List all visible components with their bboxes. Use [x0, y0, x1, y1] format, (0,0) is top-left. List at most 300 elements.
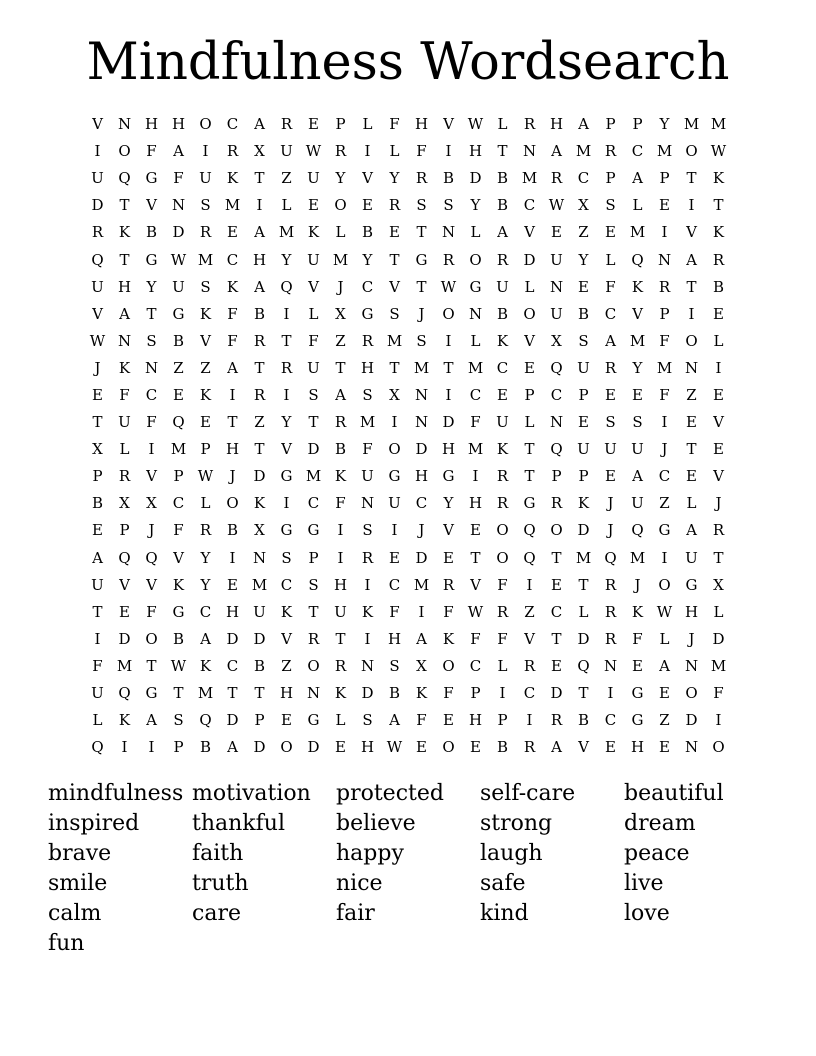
grid-row [84, 301, 732, 328]
grid-letter: Q [118, 169, 131, 188]
grid-letter: A [146, 711, 157, 730]
grid-letter: M [413, 358, 430, 377]
grid-letter: D [226, 711, 239, 730]
grid-letter: P [173, 738, 184, 757]
grid-letter: T [713, 548, 724, 567]
grid-letter: A [578, 115, 589, 134]
grid-letter: P [605, 169, 616, 188]
grid-letter: N [117, 331, 132, 350]
grid-letter: V [578, 738, 589, 757]
grid-letter: K [226, 169, 239, 188]
grid-letter: I [391, 521, 398, 540]
grid-letter: R [523, 656, 536, 675]
grid-letter: O [307, 656, 320, 675]
letter-grid [84, 111, 732, 761]
grid-letter: L [524, 413, 535, 432]
grid-letter: H [279, 684, 294, 703]
grid-letter: M [710, 656, 727, 675]
word-list-item: fair [336, 901, 375, 926]
grid-letter: X [416, 656, 427, 675]
grid-letter: S [362, 711, 373, 730]
grid-letter: A [686, 521, 697, 540]
grid-letter: L [335, 223, 346, 242]
grid-letter: X [335, 304, 346, 323]
grid-letter: R [523, 115, 536, 134]
grid-letter: Y [281, 413, 292, 432]
grid-letter: W [710, 142, 727, 161]
grid-letter: P [578, 385, 589, 404]
grid-letter: X [254, 142, 265, 161]
grid-letter: F [335, 494, 346, 513]
grid-letter: U [307, 358, 320, 377]
grid-letter: R [280, 115, 293, 134]
grid-letter: T [470, 548, 481, 567]
grid-letter: R [604, 602, 617, 621]
grid-letter: M [386, 331, 403, 350]
grid-letter: S [200, 196, 211, 215]
grid-letter: L [713, 331, 724, 350]
grid-letter: T [713, 196, 724, 215]
grid-letter: V [200, 331, 211, 350]
grid-letter: C [199, 602, 212, 621]
grid-letter: A [389, 711, 400, 730]
grid-letter: G [307, 521, 320, 540]
grid-letter: F [470, 629, 481, 648]
grid-letter: I [526, 575, 533, 594]
grid-letter: M [332, 250, 349, 269]
grid-letter: V [173, 548, 184, 567]
grid-letter: F [119, 385, 130, 404]
grid-letter: F [659, 331, 670, 350]
grid-letter: B [388, 684, 401, 703]
grid-letter: I [121, 738, 128, 757]
grid-letter: T [551, 629, 562, 648]
grid-letter: Q [199, 711, 212, 730]
grid-letter: I [688, 304, 695, 323]
grid-letter: P [335, 115, 346, 134]
grid-letter: U [550, 304, 563, 323]
grid-letter: M [656, 358, 673, 377]
grid-letter: M [467, 358, 484, 377]
grid-letter: I [445, 331, 452, 350]
grid-letter: N [144, 358, 159, 377]
grid-letter: I [202, 142, 209, 161]
grid-letter: C [172, 494, 185, 513]
grid-letter: Y [578, 250, 589, 269]
grid-letter: T [308, 413, 319, 432]
grid-letter: V [686, 223, 697, 242]
grid-letter: M [629, 223, 646, 242]
grid-letter: F [713, 684, 724, 703]
grid-letter: K [712, 223, 725, 242]
grid-row [84, 436, 732, 463]
grid-letter: I [445, 385, 452, 404]
grid-letter: A [254, 115, 265, 134]
grid-letter: T [443, 358, 454, 377]
grid-letter: P [308, 548, 319, 567]
grid-letter: T [578, 575, 589, 594]
word-list-item: truth [192, 871, 249, 896]
word-list-item: dream [624, 811, 696, 836]
grid-letter: F [362, 440, 373, 459]
grid-letter: B [91, 494, 104, 513]
grid-letter: O [523, 304, 536, 323]
grid-letter: L [389, 142, 400, 161]
grid-letter: D [361, 684, 374, 703]
grid-letter: R [307, 629, 320, 648]
grid-letter: L [362, 115, 373, 134]
grid-letter: H [468, 142, 483, 161]
grid-letter: K [199, 304, 212, 323]
grid-letter: V [713, 467, 724, 486]
grid-letter: V [470, 575, 481, 594]
grid-letter: W [170, 656, 187, 675]
grid-letter: E [443, 711, 454, 730]
grid-letter: I [472, 467, 479, 486]
word-list-item: strong [480, 811, 553, 836]
grid-letter: P [200, 440, 211, 459]
grid-letter: W [197, 467, 214, 486]
grid-letter: A [335, 385, 346, 404]
grid-letter: M [521, 169, 538, 188]
grid-row [84, 192, 732, 219]
page-title: Mindfulness Wordsearch [86, 33, 730, 92]
grid-letter: Q [604, 548, 617, 567]
grid-letter: E [362, 196, 373, 215]
grid-letter: O [685, 684, 698, 703]
grid-letter: Y [389, 169, 400, 188]
grid-letter: A [227, 738, 238, 757]
grid-letter: A [551, 142, 562, 161]
grid-letter: C [577, 169, 590, 188]
grid-letter: V [713, 413, 724, 432]
grid-letter: Y [470, 196, 481, 215]
grid-letter: B [226, 521, 239, 540]
grid-letter: J [229, 467, 236, 486]
grid-letter: P [659, 169, 670, 188]
grid-letter: T [92, 413, 103, 432]
grid-row [84, 355, 732, 382]
grid-letter: R [334, 656, 347, 675]
grid-letter: O [658, 575, 671, 594]
grid-letter: N [252, 548, 267, 567]
grid-letter: U [118, 413, 131, 432]
grid-letter: V [362, 169, 373, 188]
grid-letter: K [496, 331, 509, 350]
grid-letter: B [145, 223, 158, 242]
grid-letter: L [92, 711, 103, 730]
grid-letter: P [173, 467, 184, 486]
grid-letter: N [603, 656, 618, 675]
grid-letter: T [254, 169, 265, 188]
grid-letter: T [254, 684, 265, 703]
word-list-item: love [624, 901, 670, 926]
grid-letter: C [226, 656, 239, 675]
grid-letter: X [713, 575, 724, 594]
grid-letter: O [712, 738, 725, 757]
grid-letter: C [226, 115, 239, 134]
grid-letter: E [605, 738, 616, 757]
grid-letter: T [389, 250, 400, 269]
grid-letter: R [523, 738, 536, 757]
grid-letter: E [200, 413, 211, 432]
word-list-item: faith [192, 841, 244, 866]
grid-letter: N [684, 738, 699, 757]
grid-letter: Q [118, 548, 131, 567]
grid-row [84, 545, 732, 572]
grid-letter: R [334, 413, 347, 432]
grid-letter: S [308, 575, 319, 594]
grid-letter: F [92, 656, 103, 675]
grid-letter: U [496, 413, 509, 432]
grid-letter: F [443, 602, 454, 621]
grid-letter: Z [659, 494, 670, 513]
grid-letter: E [470, 738, 481, 757]
grid-letter: A [497, 223, 508, 242]
grid-letter: V [443, 115, 454, 134]
grid-letter: L [578, 602, 589, 621]
grid-row [84, 653, 732, 680]
grid-letter: T [335, 358, 346, 377]
grid-letter: T [146, 304, 157, 323]
grid-letter: N [684, 656, 699, 675]
grid-letter: B [199, 738, 212, 757]
grid-letter: C [145, 385, 158, 404]
grid-letter: K [442, 629, 455, 648]
grid-letter: D [415, 440, 428, 459]
grid-letter: W [170, 250, 187, 269]
grid-letter: R [550, 494, 563, 513]
grid-letter: D [307, 440, 320, 459]
grid-letter: R [361, 331, 374, 350]
grid-letter: X [254, 521, 265, 540]
grid-letter: G [280, 467, 293, 486]
grid-letter: A [173, 142, 184, 161]
grid-letter: R [658, 277, 671, 296]
grid-letter: V [308, 277, 319, 296]
grid-letter: G [631, 711, 644, 730]
grid-letter: M [629, 548, 646, 567]
grid-letter: G [172, 304, 185, 323]
word-list-item: safe [480, 871, 526, 896]
word-list-item: protected [336, 781, 444, 806]
grid-letter: J [688, 629, 695, 648]
grid-letter: W [467, 115, 484, 134]
word-list-item: brave [48, 841, 112, 866]
grid-letter: V [443, 521, 454, 540]
grid-letter: R [604, 575, 617, 594]
grid-letter: C [523, 684, 536, 703]
grid-letter: A [119, 304, 130, 323]
word-list-item: self-care [480, 781, 576, 806]
grid-letter: H [468, 711, 483, 730]
grid-letter: O [685, 142, 698, 161]
grid-letter: U [631, 440, 644, 459]
grid-letter: M [116, 656, 133, 675]
grid-letter: R [550, 169, 563, 188]
grid-letter: N [684, 358, 699, 377]
word-list-item: peace [624, 841, 690, 866]
grid-letter: M [683, 115, 700, 134]
grid-letter: S [605, 196, 616, 215]
grid-letter: X [389, 385, 400, 404]
grid-letter: U [550, 250, 563, 269]
grid-letter: V [146, 196, 157, 215]
grid-letter: M [170, 440, 187, 459]
grid-letter: F [605, 277, 616, 296]
grid-row [84, 680, 732, 707]
grid-letter: J [94, 358, 101, 377]
grid-letter: I [391, 413, 398, 432]
grid-letter: U [685, 548, 698, 567]
grid-letter: V [524, 629, 535, 648]
grid-letter: C [658, 467, 671, 486]
grid-letter: A [92, 548, 103, 567]
grid-letter: S [362, 385, 373, 404]
grid-letter: S [416, 331, 427, 350]
grid-letter: B [496, 169, 509, 188]
grid-letter: I [418, 602, 425, 621]
grid-letter: E [173, 385, 184, 404]
grid-letter: R [199, 223, 212, 242]
grid-letter: C [469, 385, 482, 404]
grid-letter: D [253, 629, 266, 648]
grid-letter: H [171, 115, 186, 134]
grid-letter: D [442, 413, 455, 432]
grid-letter: G [442, 467, 455, 486]
grid-letter: D [253, 738, 266, 757]
grid-letter: E [227, 575, 238, 594]
grid-letter: A [254, 223, 265, 242]
grid-letter: V [632, 304, 643, 323]
grid-row [84, 599, 732, 626]
grid-letter: H [414, 467, 429, 486]
grid-letter: N [441, 223, 456, 242]
grid-letter: K [199, 385, 212, 404]
grid-letter: U [361, 467, 374, 486]
grid-letter: R [604, 358, 617, 377]
grid-letter: F [443, 684, 454, 703]
grid-letter: E [713, 440, 724, 459]
grid-letter: N [360, 656, 375, 675]
grid-letter: Q [577, 656, 590, 675]
grid-letter: D [307, 738, 320, 757]
grid-letter: U [307, 169, 320, 188]
grid-letter: Q [631, 521, 644, 540]
grid-letter: W [89, 331, 106, 350]
grid-letter: E [713, 385, 724, 404]
grid-letter: E [92, 521, 103, 540]
grid-letter: D [172, 223, 185, 242]
word-list-item: mindfulness [48, 781, 184, 806]
grid-letter: D [712, 629, 725, 648]
grid-letter: X [146, 494, 157, 513]
grid-letter: N [657, 250, 672, 269]
grid-letter: D [226, 629, 239, 648]
grid-letter: R [496, 250, 509, 269]
grid-letter: J [337, 277, 344, 296]
grid-letter: E [659, 196, 670, 215]
word-list-item: inspired [48, 811, 140, 836]
grid-letter: O [442, 738, 455, 757]
grid-letter: E [443, 548, 454, 567]
grid-letter: L [497, 115, 508, 134]
grid-letter: Y [659, 115, 670, 134]
grid-letter: H [684, 602, 699, 621]
grid-letter: P [578, 467, 589, 486]
grid-letter: M [467, 440, 484, 459]
grid-letter: G [631, 684, 644, 703]
grid-letter: B [496, 196, 509, 215]
grid-letter: G [523, 494, 536, 513]
grid-letter: S [389, 656, 400, 675]
grid-letter: N [414, 385, 429, 404]
grid-letter: F [389, 602, 400, 621]
grid-letter: T [308, 602, 319, 621]
grid-letter: Y [335, 169, 346, 188]
word-list-item: fun [48, 931, 85, 956]
grid-letter: E [335, 738, 346, 757]
grid-letter: A [254, 277, 265, 296]
grid-letter: P [524, 385, 535, 404]
grid-letter: G [388, 467, 401, 486]
grid-letter: M [413, 575, 430, 594]
grid-letter: I [364, 142, 371, 161]
grid-letter: K [172, 575, 185, 594]
grid-letter: F [416, 142, 427, 161]
grid-letter: Z [524, 602, 535, 621]
grid-letter: V [146, 575, 157, 594]
grid-letter: L [524, 277, 535, 296]
grid-letter: R [361, 548, 374, 567]
grid-letter: E [632, 656, 643, 675]
grid-letter: H [630, 738, 645, 757]
grid-letter: D [415, 548, 428, 567]
grid-letter: M [305, 467, 322, 486]
grid-letter: G [145, 169, 158, 188]
grid-letter: Q [145, 548, 158, 567]
grid-letter: M [359, 413, 376, 432]
grid-letter: U [91, 684, 104, 703]
grid-letter: F [416, 711, 427, 730]
grid-letter: M [224, 196, 241, 215]
grid-letter: R [253, 385, 266, 404]
grid-letter: H [225, 440, 240, 459]
grid-letter: I [364, 629, 371, 648]
grid-letter: T [119, 250, 130, 269]
grid-letter: A [200, 629, 211, 648]
grid-letter: Z [686, 385, 697, 404]
grid-letter: C [469, 656, 482, 675]
grid-letter: P [92, 467, 103, 486]
word-list [48, 779, 768, 959]
grid-letter: I [337, 548, 344, 567]
grid-letter: O [442, 656, 455, 675]
grid-letter: D [469, 169, 482, 188]
grid-letter: U [280, 142, 293, 161]
grid-letter: T [389, 358, 400, 377]
grid-letter: O [118, 142, 131, 161]
grid-letter: X [551, 331, 562, 350]
grid-row [84, 463, 732, 490]
grid-letter: R [496, 494, 509, 513]
grid-letter: J [661, 440, 668, 459]
grid-letter: V [92, 115, 103, 134]
grid-letter: V [389, 277, 400, 296]
grid-letter: M [278, 223, 295, 242]
grid-letter: E [119, 602, 130, 621]
grid-letter: N [549, 413, 564, 432]
